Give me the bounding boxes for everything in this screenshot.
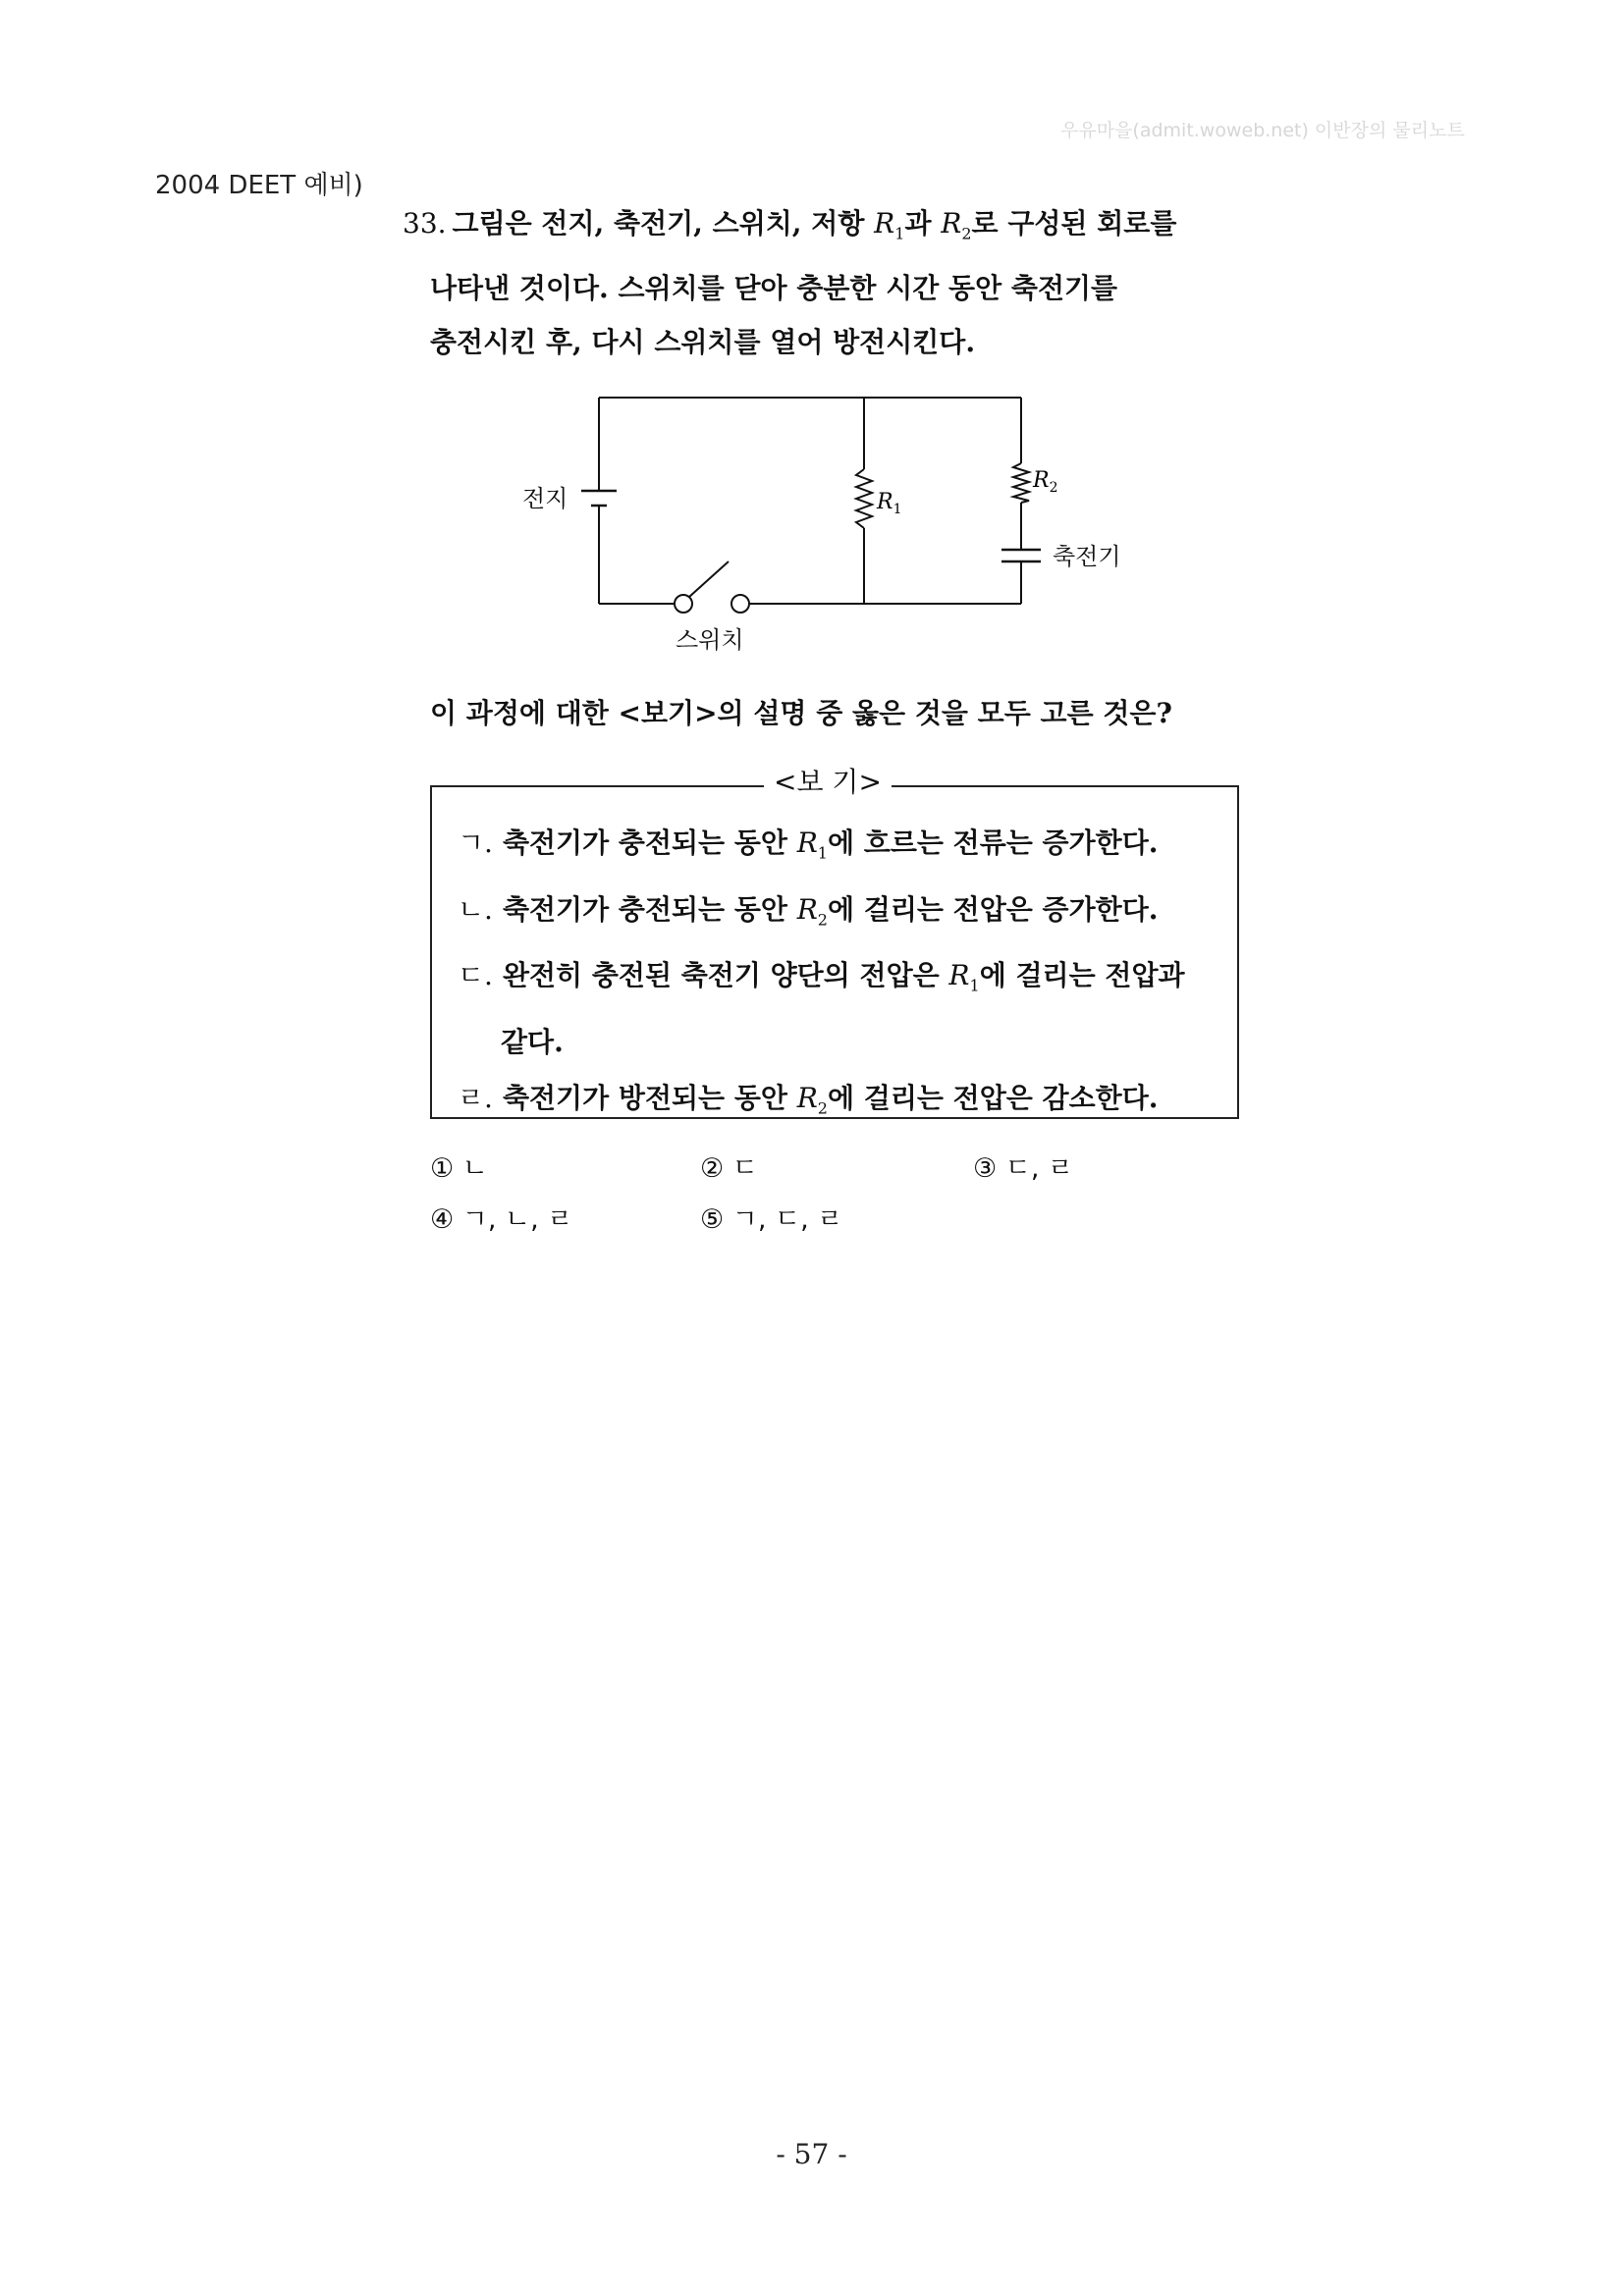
battery-label: 전지: [522, 485, 568, 512]
question-line-2: 나타낸 것이다. 스위치를 닫아 충분한 시간 동안 축전기를: [430, 271, 1118, 304]
r1-label: $R_1$: [877, 490, 902, 517]
r1-symbol: $R_1$: [874, 207, 905, 243]
bogi-title: <보 기>: [764, 761, 892, 800]
question-text: [403, 196, 1247, 369]
header-note: 우유마을(admit.woweb.net) 이반장의 물리노트: [1060, 120, 1465, 141]
statement-3: ㄷ. 완전히 충전된 축전기 양단의 전압은 $R_1$에 걸리는 전압과 같다.: [458, 959, 1185, 1058]
choice-1[interactable]: ① ㄴ: [430, 1153, 488, 1184]
question-line-1: [403, 207, 1177, 243]
source-label: 2004 DEET 예비): [155, 171, 363, 200]
r2-label: $R_2$: [1033, 468, 1058, 496]
choice-3[interactable]: ③ ㄷ, ㄹ: [973, 1153, 1074, 1184]
question-line1-part-c: 로 구성된 회로를: [971, 207, 1177, 240]
answer-choices: [430, 1147, 1235, 1249]
question-number: 33.: [403, 207, 447, 240]
choice-2[interactable]: ② ㄷ: [700, 1153, 758, 1184]
choice-5[interactable]: ⑤ ㄱ, ㄷ, ㄹ: [700, 1204, 843, 1235]
question-line-3: 충전시킨 후, 다시 스위치를 열어 방전시킨다.: [430, 325, 976, 358]
question-prompt: 이 과정에 대한 <보기>의 설명 중 옳은 것을 모두 고른 것은?: [430, 697, 1172, 729]
battery-symbol: [581, 491, 617, 506]
resistor-r2-symbol: [1013, 463, 1029, 503]
capacitor-symbol: [1001, 550, 1041, 561]
circuit-diagram: [511, 383, 1178, 677]
question-line1-part-a: 그림은 전지, 축전기, 스위치, 저항: [452, 207, 865, 240]
question-line1-part-b: 과: [904, 207, 932, 240]
capacitor-label: 축전기: [1053, 543, 1121, 570]
page-number: - 57 -: [776, 2138, 847, 2170]
statement-4: ㄹ. 축전기가 방전되는 동안 $R_2$에 걸리는 전압은 감소한다.: [458, 1081, 1159, 1118]
switch-label: 스위치: [676, 626, 744, 654]
choice-4[interactable]: ④ ㄱ, ㄴ, ㄹ: [430, 1204, 573, 1235]
r2-symbol: $R_2$: [941, 207, 972, 243]
bogi-box: [430, 785, 1239, 1119]
resistor-r1-symbol: [856, 469, 872, 528]
statement-1: ㄱ. 축전기가 충전되는 동안 $R_1$에 흐르는 전류는 증가한다.: [458, 827, 1159, 863]
switch-symbol: [675, 561, 749, 613]
statement-2: ㄴ. 축전기가 충전되는 동안 $R_2$에 걸리는 전압은 증가한다.: [458, 892, 1159, 930]
